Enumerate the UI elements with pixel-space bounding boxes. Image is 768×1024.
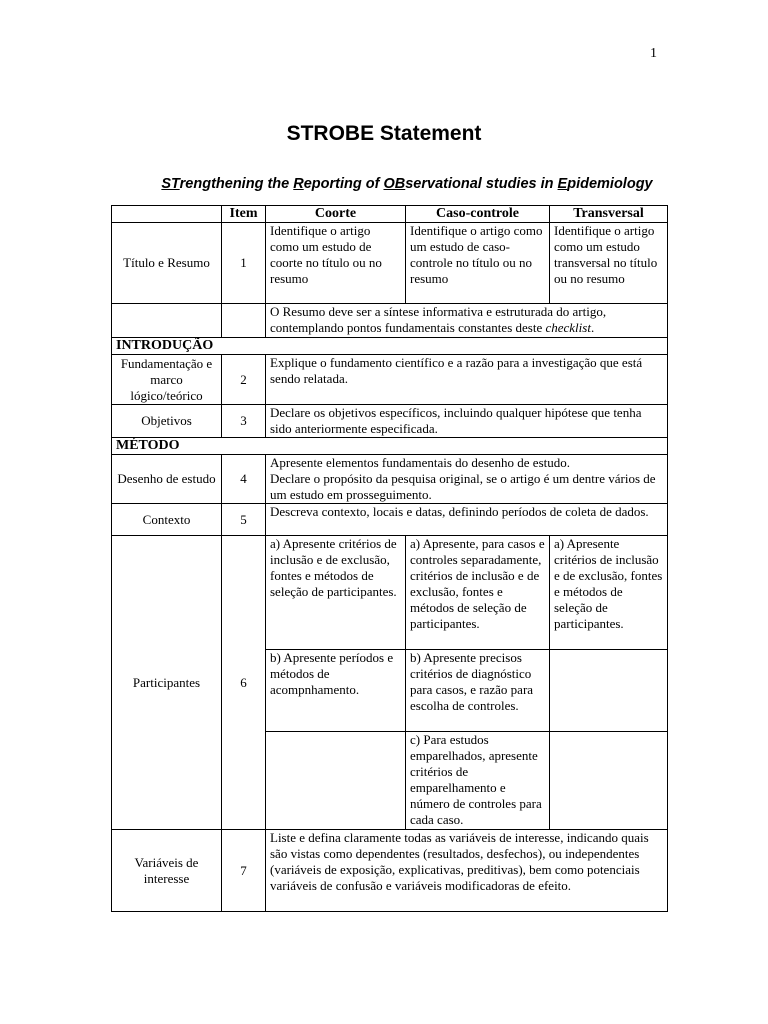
section-row-introducao <box>112 338 668 355</box>
cell-desenho: Apresente elementos fundamentais do desenho de estudo. Declare o propósito da pesquisa original, se o artigo é um dentre vários de um estudo em prosseguimento. <box>266 455 668 504</box>
cell-fundamentacao: Explique o fundamento científico e a razão para a investigação que está sendo relatada. <box>266 355 668 405</box>
cell-coorte: Identifique o artigo como um estudo de coorte no título ou no resumo <box>266 223 406 304</box>
table-row <box>112 536 668 650</box>
subtitle-part: E <box>557 176 568 192</box>
subtitle-part: R <box>293 176 304 192</box>
cell-coorte: b) Apresente períodos e métodos de acompnhamento. <box>266 650 406 732</box>
header-section <box>112 206 222 223</box>
table-row <box>112 504 668 536</box>
cell-contexto: Descreva contexto, locais e datas, definindo períodos de coleta de dados. <box>266 504 668 536</box>
item-number: 1 <box>222 223 266 304</box>
cell-transversal: a) Apresente critérios de inclusão e de exclusão, fontes e métodos de seleção de participantes. <box>550 536 668 650</box>
row-label-objetivos: Objetivos <box>112 405 222 438</box>
cell-caso-controle: b) Apresente precisos critérios de diagnóstico para casos, e razão para escolha de controles. <box>406 650 550 732</box>
cell-caso-controle: c) Para estudos emparelhados, apresente critérios de emparelhamento e número de controles para cada caso. <box>406 732 550 830</box>
header-caso-controle: Caso-controle <box>406 206 550 223</box>
section-heading-introducao: INTRODUÇÃO <box>112 338 668 355</box>
table-row <box>112 223 668 304</box>
subtitle-part: rengthening the <box>179 176 294 192</box>
item-number: 2 <box>222 355 266 405</box>
item-number: 4 <box>222 455 266 504</box>
subtitle-part: OB <box>383 176 406 192</box>
item-number: 5 <box>222 504 266 536</box>
subtitle-part: ST <box>161 176 180 192</box>
item-number: 7 <box>222 830 266 912</box>
page-title: STROBE Statement <box>286 122 482 145</box>
empty-cell <box>222 304 266 338</box>
cell-coorte: a) Apresente critérios de inclusão e de exclusão, fontes e métodos de seleção de participantes. <box>266 536 406 650</box>
cell-variaveis: Liste e defina claramente todas as variáveis de interesse, indicando quais são vistas como dependentes (resultados, desfechos), ou independentes (variáveis de exposição, explicativas, preditivas), bem como potenciais variáveis de confusão e variáveis modificadoras de efeito. <box>266 830 668 912</box>
cell-transversal: Identifique o artigo como um estudo transversal no título ou no resumo <box>550 223 668 304</box>
table-row <box>112 830 668 912</box>
row-label-contexto: Contexto <box>112 504 222 536</box>
row-label-participantes: Participantes <box>112 536 222 830</box>
empty-cell <box>550 650 668 732</box>
page-subtitle <box>0 176 768 192</box>
cell-objetivos: Declare os objetivos específicos, incluindo qualquer hipótese que tenha sido anteriormente especificada. <box>266 405 668 438</box>
subtitle-part: servational studies in <box>405 176 558 192</box>
cell-resumo: O Resumo deve ser a síntese informativa e estruturada do artigo, contemplando pontos fundamentais constantes deste checklist. <box>266 304 668 338</box>
cell-caso-controle: Identifique o artigo como um estudo de caso-controle no título ou no resumo <box>406 223 550 304</box>
empty-cell <box>266 732 406 830</box>
page-number: 1 <box>650 46 657 61</box>
section-heading-metodo: MÉTODO <box>112 438 668 455</box>
row-label-titulo: Título e Resumo <box>112 223 222 304</box>
item-number: 6 <box>222 536 266 830</box>
table-row <box>112 304 668 338</box>
subtitle-part: pidemiology <box>567 176 653 192</box>
table-row <box>112 455 668 504</box>
cell-caso-controle: a) Apresente, para casos e controles separadamente, critérios de inclusão e de exclusão, fontes e métodos de seleção de participantes. <box>406 536 550 650</box>
strobe-checklist-table <box>111 205 668 912</box>
header-coorte: Coorte <box>266 206 406 223</box>
header-transversal: Transversal <box>550 206 668 223</box>
table-header-row <box>112 206 668 223</box>
row-label-desenho: Desenho de estudo <box>112 455 222 504</box>
table-row <box>112 405 668 438</box>
empty-cell <box>550 732 668 830</box>
table-row <box>112 355 668 405</box>
header-item: Item <box>222 206 266 223</box>
row-label-fundamentacao: Fundamentação e marco lógico/teórico <box>112 355 222 405</box>
empty-cell <box>112 304 222 338</box>
item-number: 3 <box>222 405 266 438</box>
subtitle-part: eporting of <box>303 176 384 192</box>
section-row-metodo <box>112 438 668 455</box>
row-label-variaveis: Variáveis de interesse <box>112 830 222 912</box>
